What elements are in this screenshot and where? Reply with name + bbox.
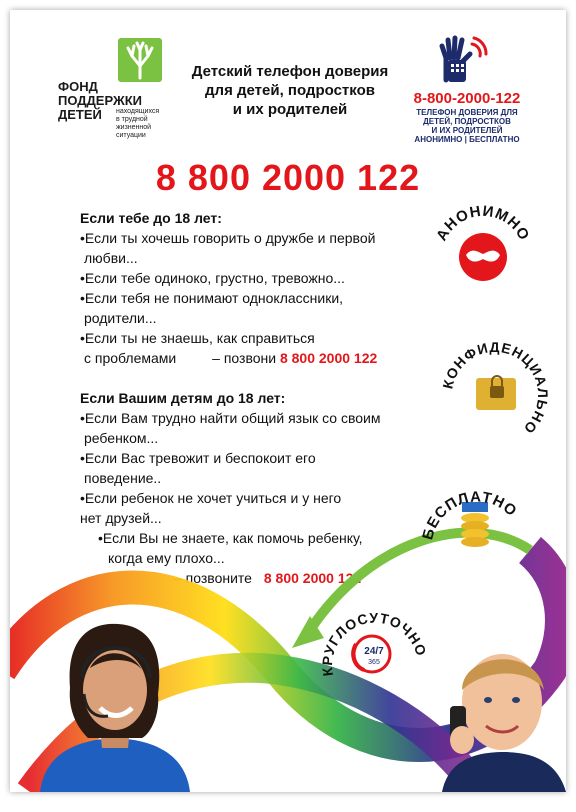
fund-name-line: ПОДДЕРЖКИ: [58, 93, 143, 108]
children-line: с проблемами: [84, 350, 177, 366]
badge-free: [419, 472, 532, 582]
header-title-line: и их родителей: [232, 101, 348, 118]
parents-line: когда ему плохо...: [108, 550, 225, 566]
tree-hands-icon: [118, 38, 162, 82]
header-title-line: Детский телефон доверия: [191, 63, 389, 80]
operator-photo: [30, 608, 200, 792]
fund-sub-line: в трудной: [116, 116, 148, 123]
header-title-line: для детей, подростков: [205, 82, 375, 99]
poster: [10, 10, 566, 792]
children-line: •Если ты хочешь говорить о дружбе и первой: [80, 230, 376, 246]
parents-line: нет друзей...: [80, 510, 162, 526]
parents-line: поведение..: [84, 470, 162, 486]
badge-anonymous-text: АНОНИМНО: [433, 202, 533, 244]
badge-247-text: 24/7: [364, 646, 384, 657]
hand-phone-icon: [432, 34, 488, 84]
hotline-caption-line: АНОНИМНО | БЕСПЛАТНО: [414, 135, 520, 144]
parents-call-text: – позвоните: [174, 570, 252, 586]
parents-line: •Если Вам трудно найти общий язык со своим: [80, 410, 381, 426]
hotline-caption-line: ТЕЛЕФОН ДОВЕРИЯ ДЛЯ: [416, 108, 518, 117]
badge-anonymous: [428, 202, 538, 312]
fund-sub-line: находящихся: [116, 108, 160, 115]
children-call-line: [80, 348, 440, 368]
coins-gift-icon: [461, 502, 489, 547]
badge-around-clock-text: КРУГЛОСУТОЧНО: [318, 609, 430, 678]
boy-photo: [428, 630, 566, 792]
fund-logo: [58, 38, 188, 143]
badge-confidential: [440, 340, 550, 450]
children-call-text: – позвони: [212, 350, 277, 366]
children-call-number[interactable]: 8 800 2000 122: [279, 350, 378, 366]
fund-sub-line: жизненной: [116, 124, 152, 131]
children-block-title: Если тебе до 18 лет:: [80, 210, 222, 226]
children-line: любви...: [84, 250, 138, 266]
parents-line: ребенком...: [84, 430, 159, 446]
header-title: [170, 62, 410, 119]
parents-call-number[interactable]: 8 800 2000 122: [263, 570, 362, 586]
hotline-caption-line: И ИХ РОДИТЕЛЕЙ: [431, 126, 503, 135]
fund-name-line: ФОНД: [58, 79, 98, 94]
hotline-caption: [392, 108, 542, 144]
badge-free-text: БЕСПЛАТНО: [419, 488, 521, 542]
children-block: [80, 208, 440, 368]
fund-name-line: ДЕТЕЙ: [58, 107, 102, 122]
badge-confidential-text: КОНФИДЕНЦИАЛЬНО: [439, 338, 552, 438]
badge-365-text: 365: [368, 659, 380, 666]
hotline-number: 8-800-2000-122: [413, 90, 521, 107]
parents-line: •Если Вы не знаете, как помочь ребенку,: [98, 530, 363, 546]
fund-sub-line: ситуации: [116, 132, 146, 139]
children-line: родители...: [84, 310, 157, 326]
hotline-caption-line: ДЕТЕЙ, ПОДРОСТКОВ: [423, 117, 511, 126]
children-line: •Если ты не знаешь, как справиться: [80, 330, 315, 346]
parents-block-title: Если Вашим детям до 18 лет:: [80, 390, 286, 406]
main-phone-number[interactable]: 8 800 2000 122: [155, 157, 421, 198]
badge-around-clock: [320, 608, 430, 718]
children-line: •Если тебе одиноко, грустно, тревожно...: [80, 270, 345, 286]
children-line: •Если тебя не понимают одноклассники,: [80, 290, 344, 306]
parents-line: •Если ребенок не хочет учиться и у него: [80, 490, 342, 506]
hotline-logo: [392, 34, 542, 149]
parents-line: •Если Вас тревожит и беспокоит его: [80, 450, 316, 466]
